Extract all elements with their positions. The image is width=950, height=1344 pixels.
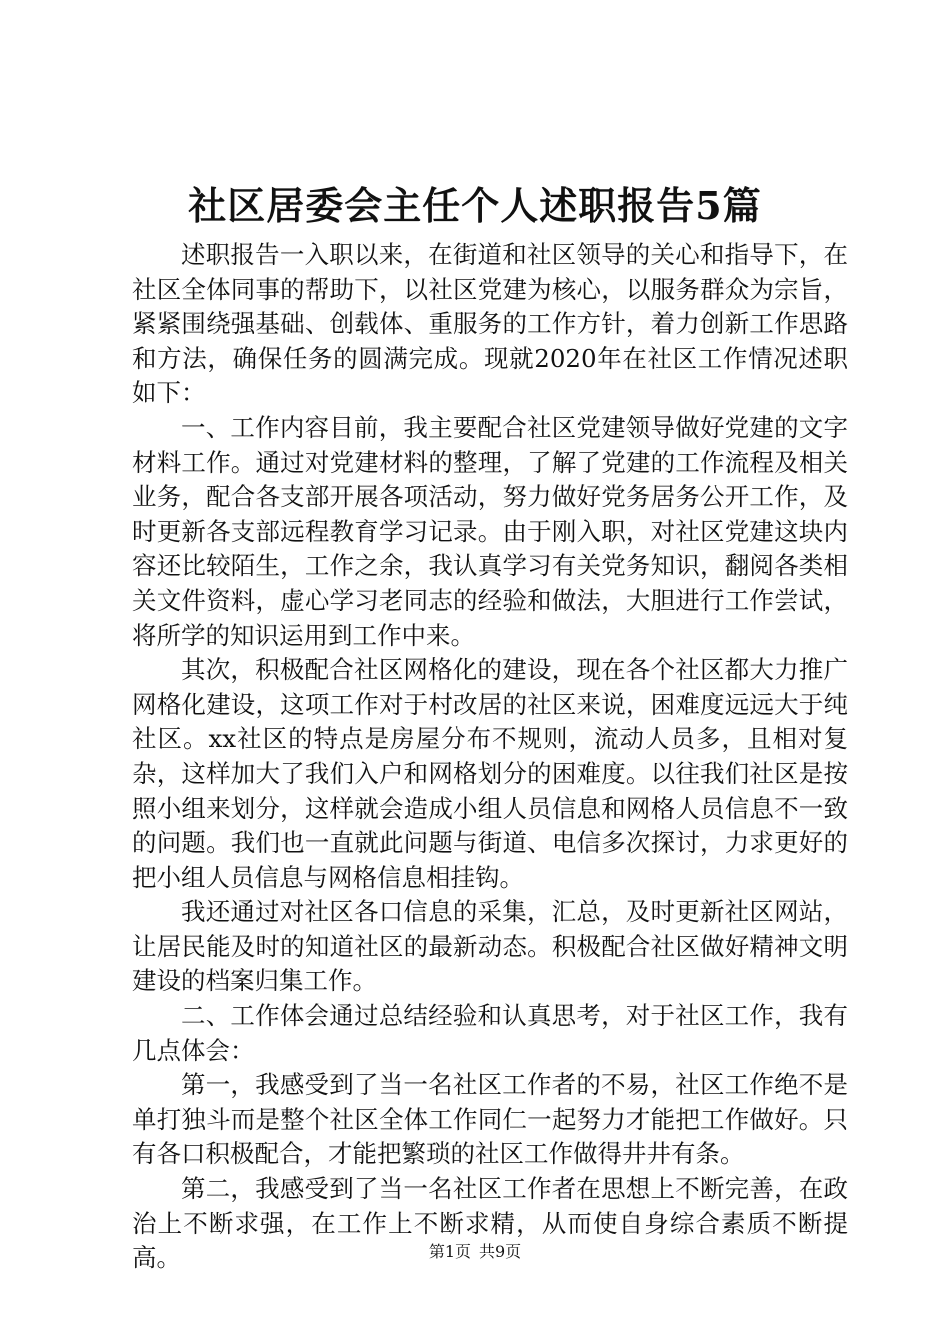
paragraph-info-collection: 我还通过对社区各口信息的采集，汇总，及时更新社区网站，让居民能及时的知道社区的最新动态。积极配合社区做好精神文明建设的档案归集工作。 bbox=[132, 897, 848, 996]
page-current: 第1页 bbox=[428, 1242, 471, 1261]
paragraph-intro: 述职报告一入职以来，在街道和社区领导的关心和指导下，在社区全体同事的帮助下，以社区党建为核心，以服务群众为宗旨，紧紧围绕强基础、创载体、重服务的工作方针，着力创新工作思路和方法，确保任务的圆满完成。现就2020年在社区工作情况述职如下： bbox=[132, 240, 848, 408]
page-number-footer bbox=[0, 1240, 950, 1264]
paragraph-work-experience: 二、工作体会通过总结经验和认真思考，对于社区工作，我有几点体会： bbox=[132, 1001, 848, 1065]
page-total: 共9页 bbox=[479, 1242, 522, 1261]
paragraph-grid-construction: 其次，积极配合社区网格化的建设，现在各个社区都大力推广网格化建设，这项工作对于村改居的社区来说，困难度远远大于纯社区。xx社区的特点是房屋分布不规则，流动人员多，且相对复杂，这样加大了我们入户和网格划分的困难度。以往我们社区是按照小组来划分，这样就会造成小组人员信息和网格人员信息不一致的问题。我们也一直就此问题与街道、电信多次探讨，力求更好的把小组人员信息与网格信息相挂钩。 bbox=[132, 655, 848, 892]
paragraph-work-content: 一、工作内容目前，我主要配合社区党建领导做好党建的文字材料工作。通过对党建材料的整理，了解了党建的工作流程及相关业务，配合各支部开展各项活动，努力做好党务居务公开工作，及时更新各支部远程教育学习记录。由于刚入职，对社区党建这块内容还比较陌生，工作之余，我认真学习有关党务知识，翻阅各类相关文件资料，虚心学习老同志的经验和做法，大胆进行工作尝试，将所学的知识运用到工作中来。 bbox=[132, 412, 848, 650]
paragraph-first-point: 第一，我感受到了当一名社区工作者的不易，社区工作绝不是单打独斗而是整个社区全体工作同仁一起努力才能把工作做好。只有各口积极配合，才能把繁琐的社区工作做得井井有条。 bbox=[132, 1070, 848, 1169]
document-title: 社区居委会主任个人述职报告5篇 bbox=[188, 183, 762, 228]
document-body bbox=[132, 238, 848, 1276]
paragraph-second-point: 第二，我感受到了当一名社区工作者在思想上不断完善，在政治上不断求强，在工作上不断求精，从而使自身综合素质不断提高。 bbox=[132, 1174, 848, 1273]
